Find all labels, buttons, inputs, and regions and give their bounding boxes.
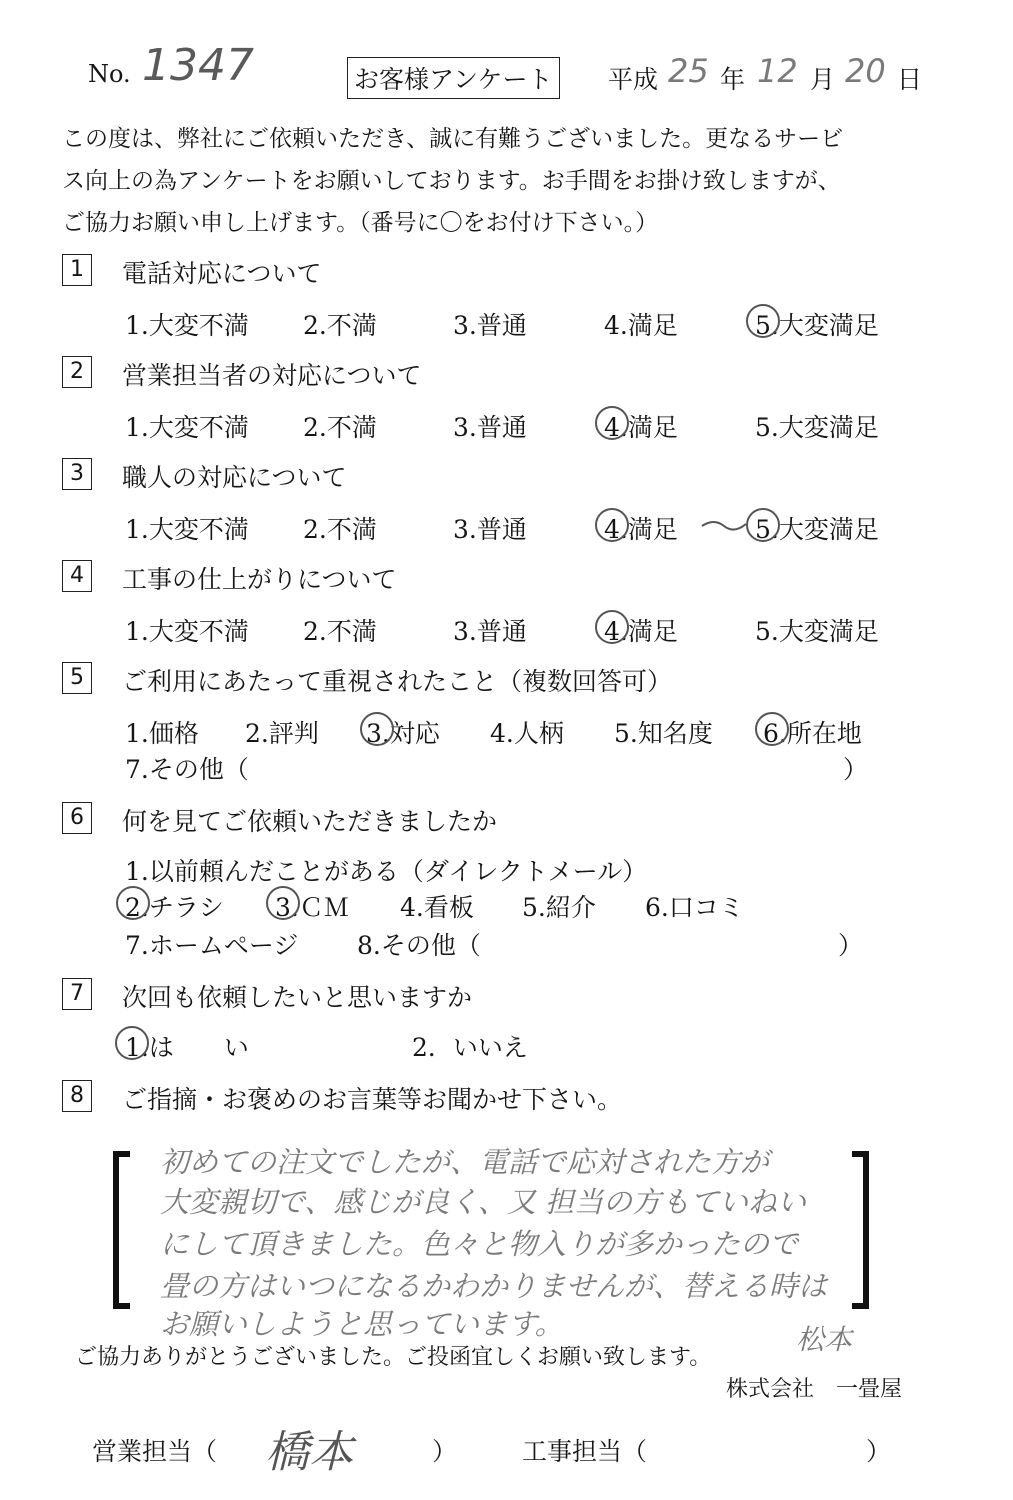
option: 3.対応 [366,719,440,748]
answer-circle-mark [755,712,789,746]
option: 2.評判 [245,719,319,748]
comment-line: にして頂きました。色々と物入りが多かったので [160,1227,799,1261]
option: 1.大変不満 [125,311,249,340]
intro-line: この度は、弊社にご依頼いただき、誠に有難うございました。更なるサービ [62,126,844,152]
question-text: 工事の仕上がりについて [122,565,397,594]
option: 3.普通 [453,311,527,340]
option: 1.以前頼んだことがある（ダイレクトメール） [125,857,648,886]
option: 7.その他（ [125,755,249,784]
question-text: 営業担当者の対応について [122,361,422,390]
option: 5.大変満足 [755,617,879,646]
year-unit: 年 [720,65,746,94]
question-text: 次回も依頼したいと思いますか [122,983,473,1012]
answer-circle-mark [746,508,780,542]
question-text: ご指摘・お褒めのお言葉等お聞かせ下さい。 [122,1085,623,1114]
option: 1.大変不満 [125,617,249,646]
option: 4.満足 [604,617,678,646]
answer-circle-mark [360,712,394,746]
question-number-box: 3 [62,458,92,490]
option: 7.ホームページ [125,931,299,960]
number-value: 1347 [142,40,254,91]
intro-line: ス向上の為アンケートをお願いしております。お手間をお掛け致しますが、 [62,168,841,194]
work-staff-label: 工事担当（ [522,1437,648,1466]
comment-bracket-left [110,1150,134,1310]
option: ） [838,931,864,960]
comment-line: お願いしようと思っています。 [160,1307,564,1341]
option: 3.ＣＭ [275,893,349,922]
day-unit: 日 [897,65,923,94]
question-number-box: 4 [62,560,92,592]
company-name: 株式会社 一畳屋 [726,1377,903,1402]
comment-bracket-right [848,1150,872,1310]
option: 5.知名度 [614,719,713,748]
option: 2.不満 [303,311,377,340]
option: 2．いいえ [412,1033,528,1062]
answer-circle-mark [266,886,300,920]
sales-staff-label: 営業担当（ [92,1437,218,1466]
sales-staff-close: ） [432,1437,458,1466]
option: 2.不満 [303,413,377,442]
option: 4.満足 [604,515,678,544]
question-text: 電話対応について [122,259,322,288]
option: 2.不満 [303,515,377,544]
option: 5.紹介 [522,893,596,922]
option: 1.は い [125,1033,249,1062]
answer-circle-mark [746,304,780,338]
option: 6.口コミ [645,893,744,922]
form-title: お客様アンケート [347,57,560,99]
question-number-box: 6 [62,802,92,834]
month-value: 12 [757,52,798,90]
year-value: 25 [668,52,709,90]
comment-signature: 松本 [796,1323,853,1356]
question-number-box: 2 [62,356,92,388]
option: 1.大変不満 [125,413,249,442]
work-staff-close: ） [866,1437,892,1466]
option: ） [843,755,869,784]
option: 4.満足 [604,311,678,340]
option: 2.不満 [303,617,377,646]
option: 6.所在地 [763,719,862,748]
question-number-box: 1 [62,254,92,286]
option: 2.チラシ [125,893,224,922]
answer-circle-mark [115,1026,149,1060]
answer-circle-mark [116,886,150,920]
option: 5.大変満足 [755,311,879,340]
option: 5.大変満足 [755,515,879,544]
answer-circle-mark [595,406,629,440]
option: 1.価格 [125,719,199,748]
number-label: No. [88,60,131,88]
option: 4.満足 [604,413,678,442]
option: 5.大変満足 [755,413,879,442]
range-stroke-mark [700,512,748,536]
question-number-box: 5 [62,662,92,694]
option: 3.普通 [453,617,527,646]
intro-line: ご協力お願い申し上げます。（番号に〇をお付け下さい。） [62,210,659,236]
answer-circle-mark [595,610,629,644]
question-text: ご利用にあたって重視されたこと（複数回答可） [122,667,673,696]
option: 3.普通 [453,515,527,544]
option: 4.看板 [400,893,474,922]
option: 1.大変不満 [125,515,249,544]
comment-line: 畳の方はいつになるかわかりませんが、替える時は [160,1269,828,1303]
question-text: 何を見てご依頼いただきましたか [122,807,498,836]
day-value: 20 [845,52,886,90]
question-number-box: 7 [62,978,92,1010]
option: 3.普通 [453,413,527,442]
option: 4.人柄 [490,719,564,748]
closing-text: ご協力ありがとうございました。ご投函宜しくお願い致します。 [75,1345,712,1370]
comment-line: 大変親切で、感じが良く、又 担当の方もていねい [160,1185,807,1219]
option: 8.その他（ [357,931,481,960]
question-number-box: 8 [62,1080,92,1112]
era-label: 平成 [608,65,659,94]
question-text: 職人の対応について [122,463,347,492]
month-unit: 月 [810,65,836,94]
sales-staff-name: 橋本 [265,1427,353,1478]
comment-line: 初めての注文でしたが、電話で応対された方が [160,1145,770,1179]
answer-circle-mark [595,508,629,542]
